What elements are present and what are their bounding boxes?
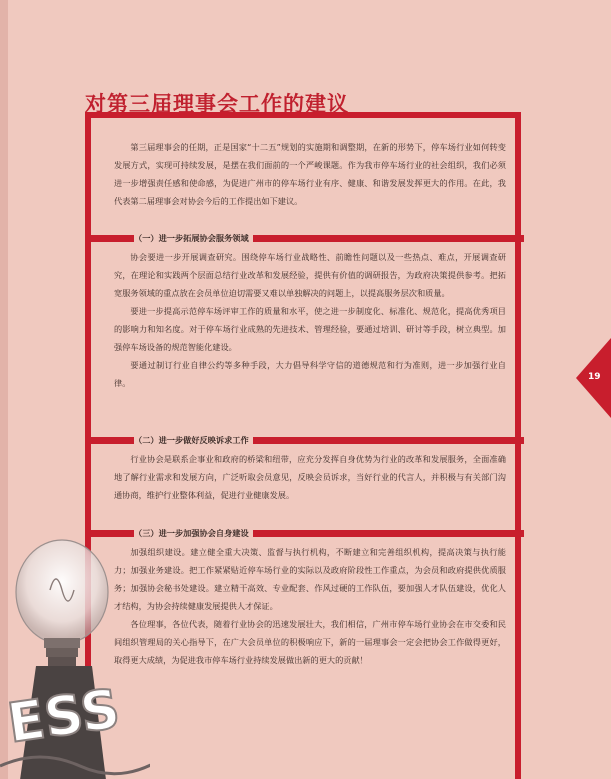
page-title: 对第三届理事会工作的建议 — [85, 92, 349, 116]
bulb-base-ring — [44, 638, 80, 648]
section-1-body — [114, 248, 506, 392]
intro-block — [114, 138, 506, 210]
intro-paragraph: 第三届理事会的任期，正是国家“十二五”规划的实施期和调整期，在新的形势下，停车场行业如何转变发展方式，实现可持续发展，是摆在我们面前的一个严峻课题。作为我市停车场行业的社会组织，我们必须进一步增强责任感和使命感，为促进广州市的停车场行业有序、健康、和谐发展发挥更大的作用。在此，我代表第二届理事会对协会今后的工作提出如下建议。 — [114, 142, 506, 206]
section-1-paragraph-3: 要通过制订行业自律公约等多种手段，大力倡导科学守信的道德规范和行为准则，进一步加强行业自律。 — [114, 360, 506, 388]
bulb-base-ring — [46, 648, 78, 657]
section-2-body — [114, 450, 506, 504]
section-2-paragraph-1: 行业协会是联系企事业和政府的桥梁和纽带，应充分发挥自身优势为行业的改革和发展服务，全面准确地了解行业需求和发展方向，广泛听取会员意见，反映会员诉求，当好行业的代言人，并积极与有关部门沟通协商，维护行业整体利益，促进行业健康发展。 — [114, 454, 506, 500]
section-3-paragraph-1: 加强组织建设。建立健全重大决策、监督与执行机构，不断建立和完善组织机构，提高决策与执行能力；加强业务建设。把工作紧紧贴近停车场行业的实际以及政府阶段性工作重点，为会员和政府提供优质服务；加强协会秘书处建设。建立精干高效、专业配套、作风过硬的工作队伍，要加强人才队伍建设，优化人才结构，为协会持续健康发展提供人才保证。 — [114, 547, 506, 611]
lightbulb-illustration — [0, 530, 150, 779]
section-1-heading: （一）进一步拓展协会服务领域 — [134, 232, 253, 244]
section-2-heading: （二）进一步做好反映诉求工作 — [134, 434, 253, 446]
section-3-body — [114, 543, 506, 669]
bulb-base-ring — [48, 657, 76, 666]
section-1-paragraph-1: 协会要进一步开展调查研究。围绕停车场行业战略性、前瞻性问题以及一些热点、难点，开展调查研究，在理论和实践两个层面总结行业改革和发展经验，提供有价值的调研报告，为政府决策提供参考。把拓宽服务领域的重点放在会员单位迫切需要又难以单独解决的问题上，以提高服务层次和质量。 — [114, 252, 506, 298]
ess-letters: ESS — [3, 676, 124, 755]
section-1-paragraph-2: 要进一步提高示范停车场评审工作的质量和水平，使之进一步制度化、标准化、规范化，提高优秀项目的影响力和知名度。对于停车场行业成熟的先进技术、管理经验，要通过培训、研讨等手段，树立典型。加强停车场设备的规范智能化建设。 — [114, 306, 506, 352]
page-number: 19 — [588, 372, 601, 382]
section-3-paragraph-2: 各位理事，各位代表，随着行业协会的迅速发展壮大，我们相信，广州市停车场行业协会在市交委和民间组织管理局的关心指导下，在广大会员单位的积极响应下，新的一届理事会一定会把协会工作做得更好，取得更大成绩，为促进我市停车场行业持续发展做出新的更大的贡献！ — [114, 619, 506, 665]
section-3-heading: （三）进一步加强协会自身建设 — [134, 527, 253, 539]
